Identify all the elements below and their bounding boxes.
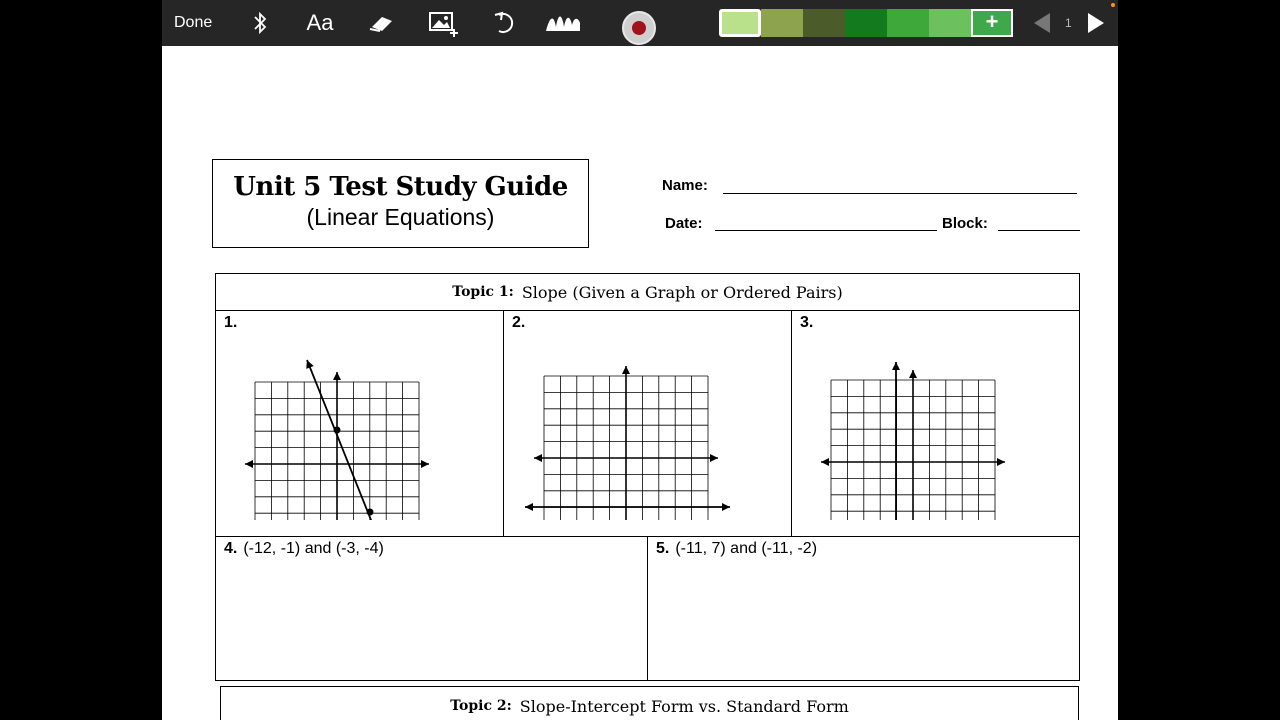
previous-page-icon[interactable] [1034,13,1050,33]
add-image-icon[interactable] [428,9,460,37]
topic1-header [215,273,1080,311]
x-axis-arrow [821,458,829,466]
text-format-button[interactable]: Aa [306,10,334,35]
topic2-header [220,686,1079,720]
record-button[interactable] [622,11,656,45]
graph-line-arrow [892,362,900,370]
problem-4-number: 4. [224,540,238,557]
topic1-text: Slope (Given a Graph or Ordered Pairs) [521,282,843,302]
graph-point [367,509,374,516]
color-swatch-mint[interactable] [929,9,971,37]
x-axis-arrow [245,460,253,468]
undo-icon[interactable] [492,9,516,37]
status-dot [1111,3,1115,7]
color-palette [719,9,1013,37]
x-axis-arrow [534,454,542,462]
graph-line-arrow [722,503,730,511]
title-box [212,159,589,248]
problem-3-number: 3. [800,314,814,331]
problem-4 [224,540,384,558]
color-swatch-light-green[interactable] [719,9,761,37]
topic1-label: Topic 1: [452,284,514,300]
color-swatch-olive[interactable] [761,9,803,37]
add-color-button[interactable]: + [971,9,1013,37]
y-axis-arrow [622,366,630,374]
graph-point [334,427,341,434]
worksheet-page[interactable] [162,46,1118,720]
problem-4-text: (-12, -1) and (-3, -4) [243,540,384,557]
y-axis-arrow [333,372,341,380]
topic2-text: Slope-Intercept Form vs. Standard Form [519,696,849,716]
graph-line-arrow [525,503,533,511]
brush-icon[interactable] [544,9,582,37]
name-label: Name: [662,177,708,194]
color-swatch-green[interactable] [887,9,929,37]
worksheet-subtitle: (Linear Equations) [306,204,495,230]
page-number: 1 [1065,16,1072,30]
graph-line [307,360,387,520]
date-line [715,230,937,231]
problem-1-number: 1. [224,314,238,331]
annotation-toolbar [162,0,1118,46]
x-axis-arrow [421,460,429,468]
color-swatch-dark-olive[interactable] [803,9,845,37]
eraser-icon[interactable] [368,9,396,37]
done-button[interactable]: Done [174,14,213,31]
problem-1-graph [242,310,432,520]
problem-2-number: 2. [512,314,526,331]
x-axis-arrow [710,454,718,462]
next-page-icon[interactable] [1088,13,1104,33]
x-axis-arrow [997,458,1005,466]
problem-5 [656,540,817,558]
problem-5-text: (-11, 7) and (-11, -2) [675,540,818,557]
worksheet-title: Unit 5 Test Study Guide [233,172,568,202]
block-label: Block: [942,215,988,232]
block-line [998,230,1080,231]
color-swatch-dark-green[interactable] [845,9,887,37]
date-label: Date: [665,215,703,232]
name-line [723,193,1077,194]
problem-5-number: 5. [656,540,670,557]
bluetooth-icon[interactable] [250,9,270,37]
topic2-label: Topic 2: [450,698,512,714]
problem-2-graph [520,310,735,520]
problem-3-graph [817,310,1007,520]
y-axis-arrow [909,370,917,378]
